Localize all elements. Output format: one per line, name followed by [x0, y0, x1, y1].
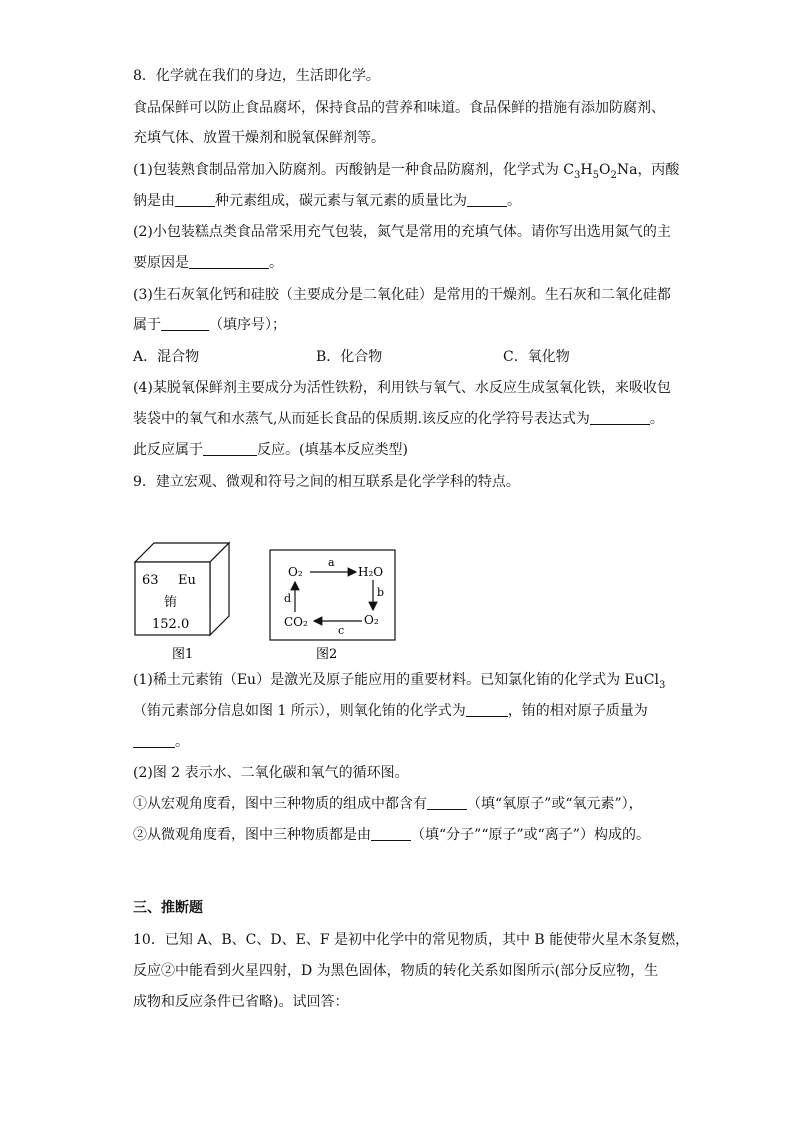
section-title: 三、推断题 [133, 900, 203, 916]
answer-blank[interactable] [133, 733, 175, 748]
text: ①从宏观角度看，图中三种物质的组成中都含有 [133, 796, 427, 812]
element-symbol: Eu [178, 573, 196, 588]
q8-part3-line2 [133, 315, 286, 335]
option-b[interactable]: B．化合物 [316, 349, 383, 365]
formula-sub: 3 [574, 169, 581, 181]
q10-line3: 成物和反应条件已省略)。试回答： [133, 994, 349, 1010]
answer-blank[interactable] [466, 702, 508, 717]
text: ②从微观角度看，图中三种物质都是由 [133, 827, 371, 843]
text: 。 [175, 734, 189, 750]
q8-part1-line1 [133, 160, 679, 180]
q8-part1-line2 [133, 191, 521, 211]
q9-title: 9．建立宏观、微观和符号之间的相互联系是化学学科的特点。 [133, 474, 520, 490]
answer-blank[interactable] [175, 192, 215, 207]
text: 此反应属于 [133, 442, 203, 458]
text: 钠是由 [133, 193, 175, 209]
option-c[interactable]: C．氧化物 [503, 349, 570, 365]
q10-line1: 10．已知 A、B、C、D、E、F 是初中化学中的常见物质，其中 B 能使带火星木条复燃， [133, 932, 690, 948]
text: (1)稀土元素铕（Eu）是激光及原子能应用的重要材料。已知氯化铕的化学式为 EuCl [133, 672, 659, 688]
co2-label: CO₂ [284, 615, 308, 629]
option-a[interactable]: A．混合物 [133, 349, 200, 365]
o2-bottom-label: O₂ [364, 613, 379, 627]
q9-sub1 [133, 794, 643, 814]
q10-line2: 反应②中能看到火星四射，D 为黑色固体，物质的转化关系如图所示(部分反应物，生 [133, 963, 659, 979]
text: 种元素组成，碳元素与氧元素的质量比为 [215, 193, 467, 209]
text: 要原因是 [133, 255, 189, 271]
text: （铕元素部分信息如图 1 所示），则氧化铕的化学式为 [133, 703, 466, 719]
q8-intro-line1: 食品保鲜可以防止食品腐坏，保持食品的营养和味道。食品保鲜的措施有添加防腐剂、 [133, 100, 665, 116]
figure1-caption: 图1 [172, 647, 194, 662]
q8-part2-line2 [133, 253, 283, 273]
formula-sub: 5 [592, 169, 599, 181]
label-b: b [377, 586, 385, 599]
answer-blank[interactable] [371, 826, 411, 841]
q8-title: 8．化学就在我们的身边，生活即化学。 [133, 68, 380, 84]
q8-part4-line1: (4)某脱氧保鲜剂主要成分为活性铁粉，利用铁与氧气、水反应生成氢氧化铁，来吸收包 [133, 380, 671, 396]
answer-blank[interactable] [189, 254, 269, 269]
q8-part1-text: (1)包装熟食制品常加入防腐剂。丙酸钠是一种食品防腐剂，化学式为 C [133, 162, 574, 178]
o2-top-label: O₂ [288, 565, 303, 579]
text: （填序号）； [209, 317, 286, 333]
q9-part1-line2 [133, 701, 648, 721]
label-d: d [284, 592, 292, 605]
q8-part3-line1: (3)生石灰氧化钙和硅胶（主要成分是二氧化硅）是常用的干燥剂。生石灰和二氧化硅都 [133, 287, 671, 303]
text: 属于 [133, 317, 161, 333]
label-a: a [328, 556, 335, 569]
text: 反应。(填基本反应类型) [257, 442, 408, 458]
figure1-element-cube [130, 538, 242, 666]
formula-part: O [598, 162, 611, 178]
q9-part1-line3 [133, 732, 189, 752]
text: 装袋中的氧气和水蒸气,从而延长食品的保质期.该反应的化学符号表达式为 [133, 411, 590, 427]
q8-part1-tail: ，丙酸 [637, 162, 680, 178]
atomic-mass: 152.0 [152, 617, 190, 632]
text: 。 [507, 193, 521, 209]
q8-intro-line2: 充填气体、放置干燥剂和脱氧保鲜剂等。 [133, 130, 385, 146]
q9-part1-line1 [133, 670, 665, 690]
q8-part4-line2 [133, 409, 664, 429]
text: 。 [269, 255, 283, 271]
atomic-number: 63 [142, 573, 159, 588]
answer-blank[interactable] [161, 316, 209, 331]
text: （填“氧原子”或“氧元素”）， [467, 796, 643, 812]
figure2-caption: 图2 [316, 647, 338, 662]
h2o-label: H₂O [358, 565, 384, 579]
answer-blank[interactable] [590, 410, 650, 425]
q9-sub2 [133, 825, 650, 845]
answer-blank[interactable] [467, 192, 507, 207]
formula-sub: 2 [610, 169, 617, 181]
formula-part: Na [616, 162, 638, 178]
label-c: c [338, 624, 345, 637]
formula-sub: 3 [658, 679, 666, 691]
element-name: 铕 [164, 595, 178, 610]
text: 。 [649, 411, 664, 427]
text: （填“分子”“原子”或“离子”）构成的。 [411, 827, 650, 843]
formula-part: H [580, 162, 593, 178]
answer-blank[interactable] [203, 441, 257, 456]
figure2-cycle-diagram [266, 546, 400, 666]
answer-blank[interactable] [427, 795, 467, 810]
q8-part2-line1: (2)小包装糕点类食品常采用充气包装，氮气是常用的充填气体。请你写出选用氮气的主 [133, 224, 671, 240]
text: ，铕的相对原子质量为 [507, 703, 648, 719]
q8-part4-line3 [133, 440, 408, 460]
q9-part2: (2)图 2 表示水、二氧化碳和氧气的循环图。 [133, 765, 409, 781]
